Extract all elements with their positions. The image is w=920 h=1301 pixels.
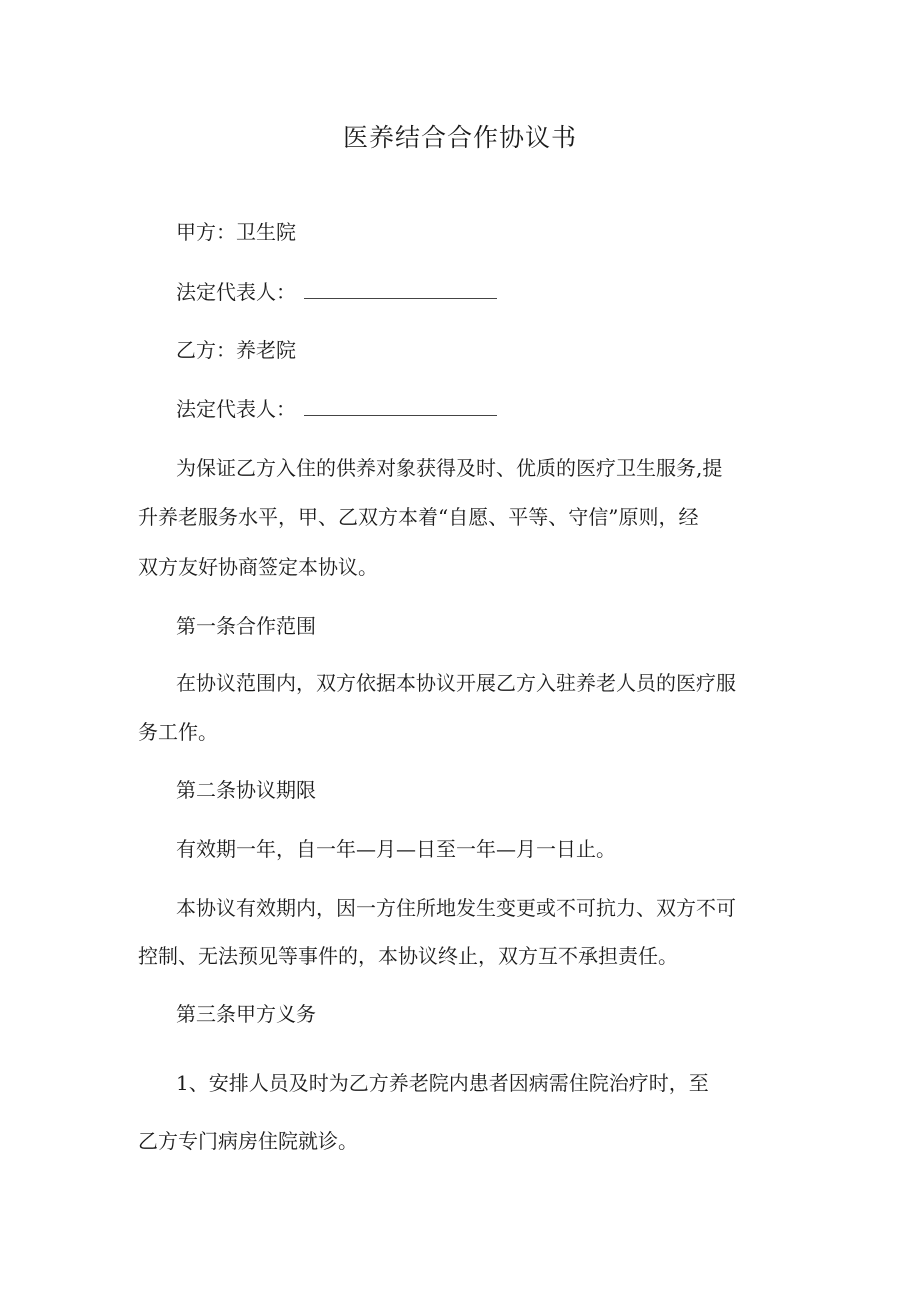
party-b-rep-label: 法定代表人：: [176, 397, 296, 421]
article3-item1-line: 乙方专门病房住院就诊。: [138, 1129, 358, 1153]
party-b-representative: [176, 394, 826, 424]
article2-term: 有效期一年，自一年—月—日至一年—月一日止。: [176, 837, 616, 861]
preamble-line: 为保证乙方入住的供养对象获得及时、优质的医疗卫生服务,提: [176, 456, 723, 480]
article1-body-line: 务工作。: [138, 720, 218, 744]
party-b: 乙方：养老院: [176, 338, 296, 362]
party-a-signature-blank: [304, 297, 497, 299]
article2-body-line: 本协议有效期内，因一方住所地发生变更或不可抗力、双方不可: [176, 896, 736, 920]
article3-heading: 第三条甲方义务: [176, 1002, 316, 1026]
party-a-rep-label: 法定代表人：: [176, 280, 296, 304]
party-a: 甲方：卫生院: [176, 220, 296, 244]
preamble-line: 升养老服务水平，甲、乙双方本着“自愿、平等、守信”原则，经: [138, 505, 699, 529]
article2-body-line: 控制、无法预见等事件的，本协议终止，双方互不承担责任。: [138, 944, 678, 968]
article2-heading: 第二条协议期限: [176, 778, 316, 802]
article1-body-line: 在协议范围内，双方依据本协议开展乙方入驻养老人员的医疗服: [176, 671, 736, 695]
article3-item1-line: 1、安排人员及时为乙方养老院内患者因病需住院治疗时，至: [176, 1071, 709, 1095]
preamble-line: 双方友好协商签定本协议。: [138, 555, 378, 579]
party-a-representative: [176, 277, 826, 307]
document-title: 医养结合合作协议书: [342, 123, 577, 152]
article1-heading: 第一条合作范围: [176, 614, 316, 638]
party-b-signature-blank: [304, 414, 497, 416]
